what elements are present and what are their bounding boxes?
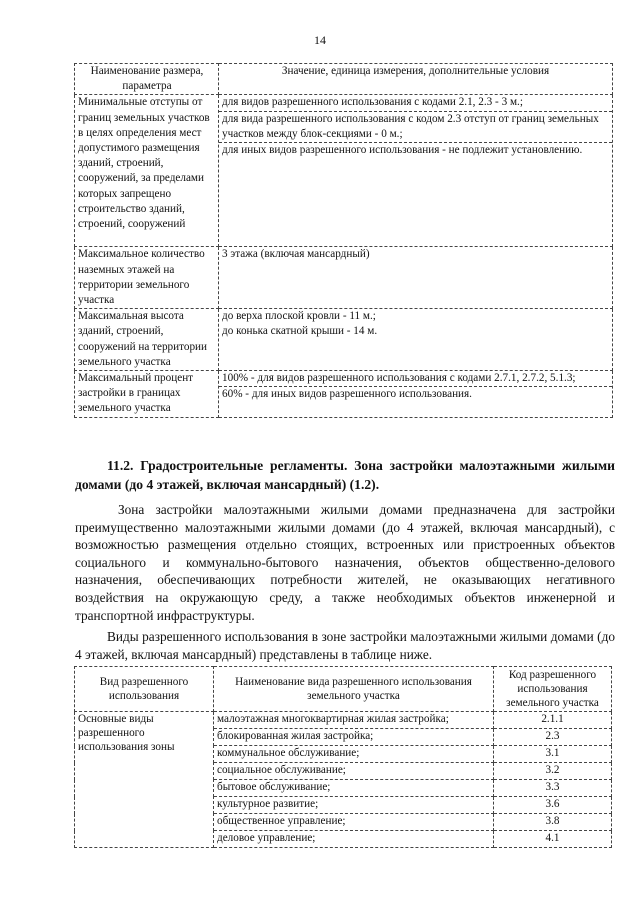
- value-line: 100% - для видов разрешенного использования с кодами 2.7.1, 2.7.2, 5.1.3;: [222, 372, 576, 385]
- table-row: [75, 712, 612, 729]
- use-code-cell: 2.3: [494, 729, 612, 746]
- use-code-cell: 3.2: [494, 763, 612, 780]
- value-line: до верха плоской кровли - 11 м.; до конька скатной крыши - 14 м.: [222, 310, 378, 338]
- use-name-cell: коммунальное обслуживание;: [214, 746, 494, 763]
- use-code-cell: 3.1: [494, 746, 612, 763]
- table-row: [75, 309, 613, 371]
- use-code-cell: 4.1: [494, 831, 612, 848]
- value-cell: [219, 371, 613, 418]
- table-row: [75, 371, 613, 418]
- use-name-cell: общественное управление;: [214, 814, 494, 831]
- table-row: [75, 95, 613, 247]
- param-cell: Максимальный процент застройки в границах земельного участка: [75, 371, 219, 418]
- header-value: Значение, единица измерения, дополнительные условия: [219, 64, 613, 95]
- zone-description-paragraph: Зона застройки малоэтажными жилыми домами предназначена для застройки преимущественно малоэтажными жилыми домами (до 4 этажей, включая мансардный), с возможностью размещения отдельно стоящих, встроенных или пристроенных объектов социального и коммунально-бытового назначения, объектов общественно-делового назначения, обеспечивающих потребности жителей, не оказывающих негативного воздействия на окружающую среду, а также необходимых объектов инженерной и транспортной инфраструктуры.: [75, 502, 615, 623]
- use-code-cell: 2.1.1: [494, 712, 612, 729]
- use-code-cell: 3.8: [494, 814, 612, 831]
- use-name-cell: деловое управление;: [214, 831, 494, 848]
- use-name-cell: социальное обслуживание;: [214, 763, 494, 780]
- value-line: для вида разрешенного использования с кодом 2.3 отступ от границ земельных участков между блок-секциями - 0 м.;: [219, 111, 612, 142]
- use-code-cell: 3.6: [494, 797, 612, 814]
- table-intro-paragraph: Виды разрешенного использования в зоне застройки малоэтажными жилыми домами (до 4 этажей, включая мансардный) представлены в таблице ниже.: [75, 629, 615, 662]
- table-header-row: [75, 64, 613, 95]
- section-heading: 11.2. Градостроительные регламенты. Зона застройки малоэтажными жилыми домами (до 4 этажей, включая мансардный) (1.2).: [75, 458, 615, 492]
- table-row: [75, 247, 613, 309]
- table-header-row: [75, 667, 612, 712]
- param-cell: Максимальное количество наземных этажей на территории земельного участка: [75, 247, 219, 309]
- header-param: Наименование размера, параметра: [75, 64, 219, 95]
- header-use-name: Наименование вида разрешенного использования земельного участка: [214, 667, 494, 712]
- param-cell: Максимальная высота зданий, строений, сооружений на территории земельного участка: [75, 309, 219, 371]
- use-name-cell: блокированная жилая застройка;: [214, 729, 494, 746]
- use-code-cell: 3.3: [494, 780, 612, 797]
- group-label-cell: Основные виды разрешенного использования зоны: [75, 712, 214, 848]
- header-use-code: Код разрешенного использования земельного участка: [494, 667, 612, 712]
- value-cell: [219, 309, 613, 371]
- use-name-cell: малоэтажная многоквартирная жилая застройка;: [214, 712, 494, 729]
- value-line: для иных видов разрешенного использования - не подлежит установлению.: [219, 142, 612, 158]
- value-cell: [219, 95, 613, 247]
- header-use-type: Вид разрешенного использования: [75, 667, 214, 712]
- value-line: для видов разрешенного использования с кодами 2.1, 2.3 - 3 м.;: [222, 96, 523, 109]
- parameters-table: [74, 63, 613, 418]
- use-name-cell: культурное развитие;: [214, 797, 494, 814]
- param-cell: Минимальные отступы от границ земельных участков в целях определения мест допустимого размещения зданий, строений, сооружений, за пределами которых запрещено строительство зданий, строений, сооружений: [75, 95, 219, 247]
- use-name-cell: бытовое обслуживание;: [214, 780, 494, 797]
- value-line: 3 этажа (включая мансардный): [222, 248, 370, 261]
- value-cell: [219, 247, 613, 309]
- page-number: 14: [314, 33, 326, 47]
- land-use-table: [74, 666, 612, 848]
- value-line: 60% - для иных видов разрешенного использования.: [219, 386, 612, 402]
